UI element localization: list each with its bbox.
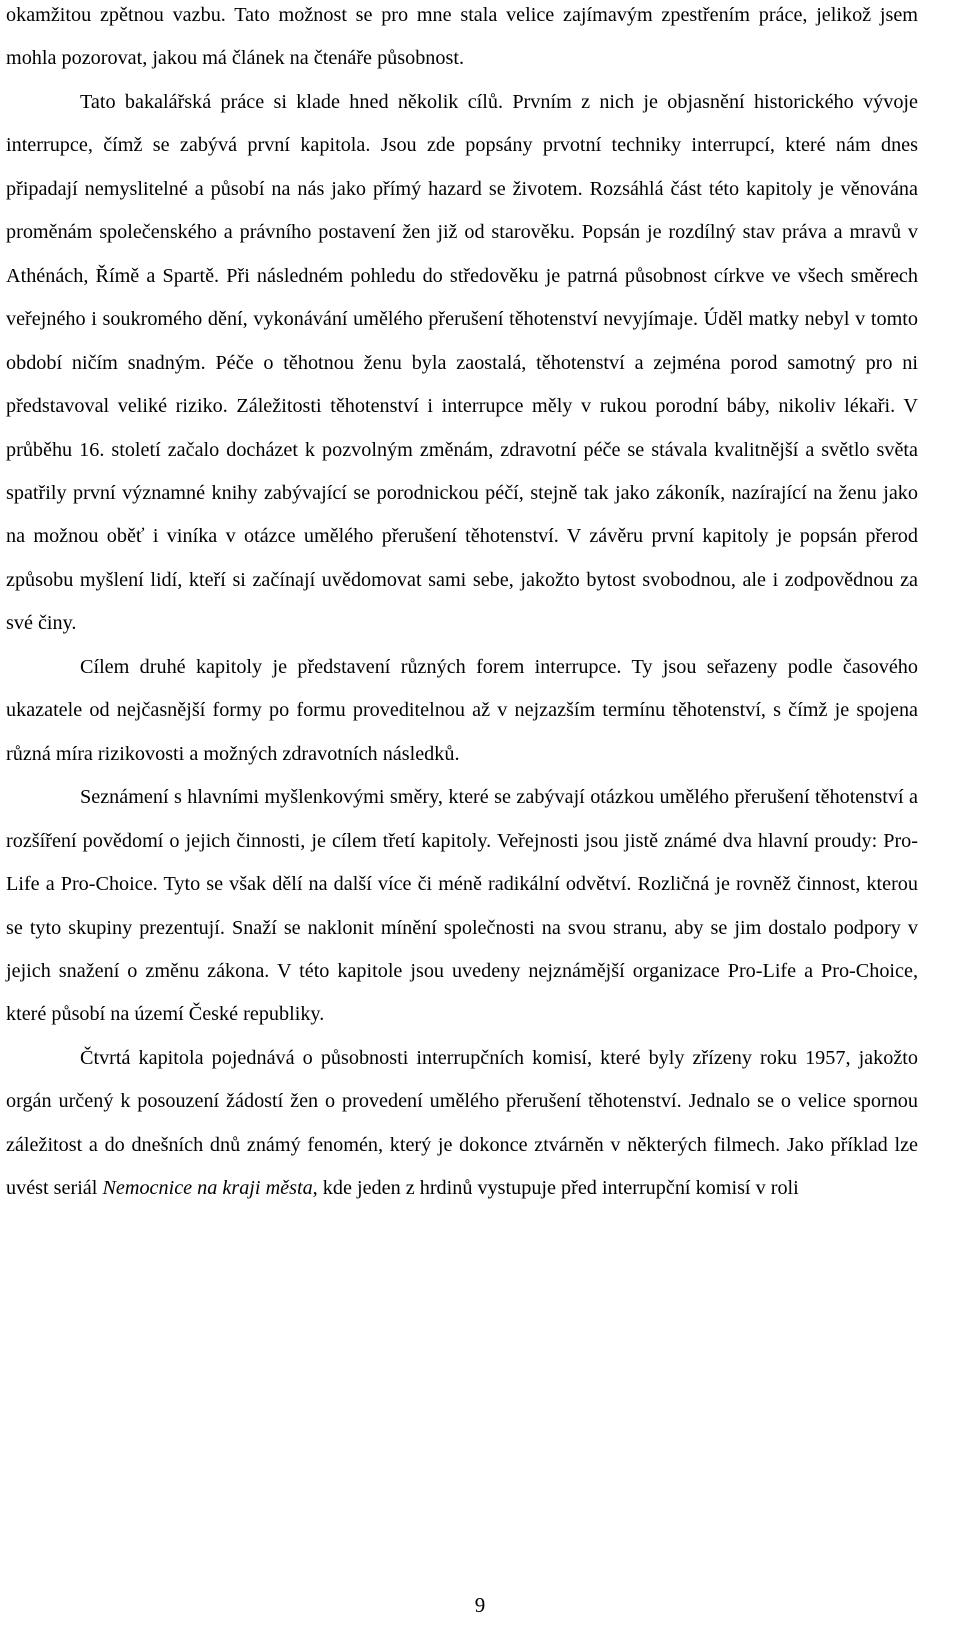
paragraph-chapter-4 xyxy=(6,1037,918,1211)
paragraph-text-after-title: , kde jeden z hrdinů vystupuje před interrupční komisí v roli xyxy=(312,1177,799,1200)
paragraph-thesis-goals-chapter-1: Tato bakalářská práce si klade hned několik cílů. Prvním z nich je objasnění historického vývoje interrupce, čímž se zabývá první kapitola. Jsou zde popsány prvotní techniky interrupcí, které nám dnes připadají nemyslitelné a působí na nás jako přímý hazard se životem. Rozsáhlá část této kapitoly je věnována proměnám společenského a právního postavení žen již od starověku. Popsán je rozdílný stav práva a mravů v Athénách, Římě a Spartě. Při následném pohledu do středověku je patrná působnost církve ve všech směrech veřejného i soukromého dění, vykonávání umělého přerušení těhotenství nevyjímaje. Úděl matky nebyl v tomto období ničím snadným. Péče o těhotnou ženu byla zaostalá, těhotenství a zejména porod samotný pro ni představoval veliké riziko. Záležitosti těhotenství i interrupce měly v rukou porodní báby, nikoliv lékaři. V průběhu 16. století začalo docházet k pozvolným změnám, zdravotní péče se stávala kvalitnější a světlo světa spatřily první významné knihy zabývající se porodnickou péčí, stejně tak jako zákoník, nazírající na ženu jako na možnou oběť i viníka v otázce umělého přerušení těhotenství. V závěru první kapitoly je popsán přerod způsobu myšlení lidí, kteří si začínají uvědomovat sami sebe, jakožto bytost svobodnou, ale i zodpovědnou za své činy. xyxy=(6,90,918,635)
page-number: 9 xyxy=(474,1593,486,1617)
paragraph-chapter-2: Cílem druhé kapitoly je představení různých forem interrupce. Ty jsou seřazeny podle časového ukazatele od nejčasnější formy po formu proveditelnou až v nejzazším termínu těhotenství, s čímž je spojena různá míra rizikovosti a možných zdravotních následků. xyxy=(6,655,918,765)
series-title-italic: Nemocnice na kraji města xyxy=(102,1177,313,1200)
document-page xyxy=(6,0,918,1211)
paragraph-continued: okamžitou zpětnou vazbu. Tato možnost se pro mne stala velice zajímavým zpestřením práce, jelikož jsem mohla pozorovat, jakou má článek na čtenáře působnost. xyxy=(6,4,918,70)
paragraph-text-before-title: Čtvrtá kapitola pojednává o působnosti interrupčních komisí, které byly zřízeny roku 1957, jakožto orgán určený k posouzení žádostí žen o provedení umělého přerušení těhotenství. Jednalo se o velice spornou záležitost a do dnešních dnů známý fenomén, který je dokonce ztvárněn v některých filmech. Jako příklad lze uvést seriál xyxy=(6,1046,918,1200)
paragraph-chapter-3: Seznámení s hlavními myšlenkovými směry, které se zabývají otázkou umělého přerušení těhotenství a rozšíření povědomí o jejich činnosti, je cílem třetí kapitoly. Veřejnosti jsou jistě známé dva hlavní proudy: Pro-Life a Pro-Choice. Tyto se však dělí na další více či méně radikální odvětví. Rozličná je rovněž činnost, kterou se tyto skupiny prezentují. Snaží se naklonit mínění společnosti na svou stranu, aby se jim dostalo podpory v jejich snažení o změnu zákona. V této kapitole jsou uvedeny nejznámější organizace Pro-Life a Pro-Choice, které působí na území České republiky. xyxy=(6,786,918,1026)
